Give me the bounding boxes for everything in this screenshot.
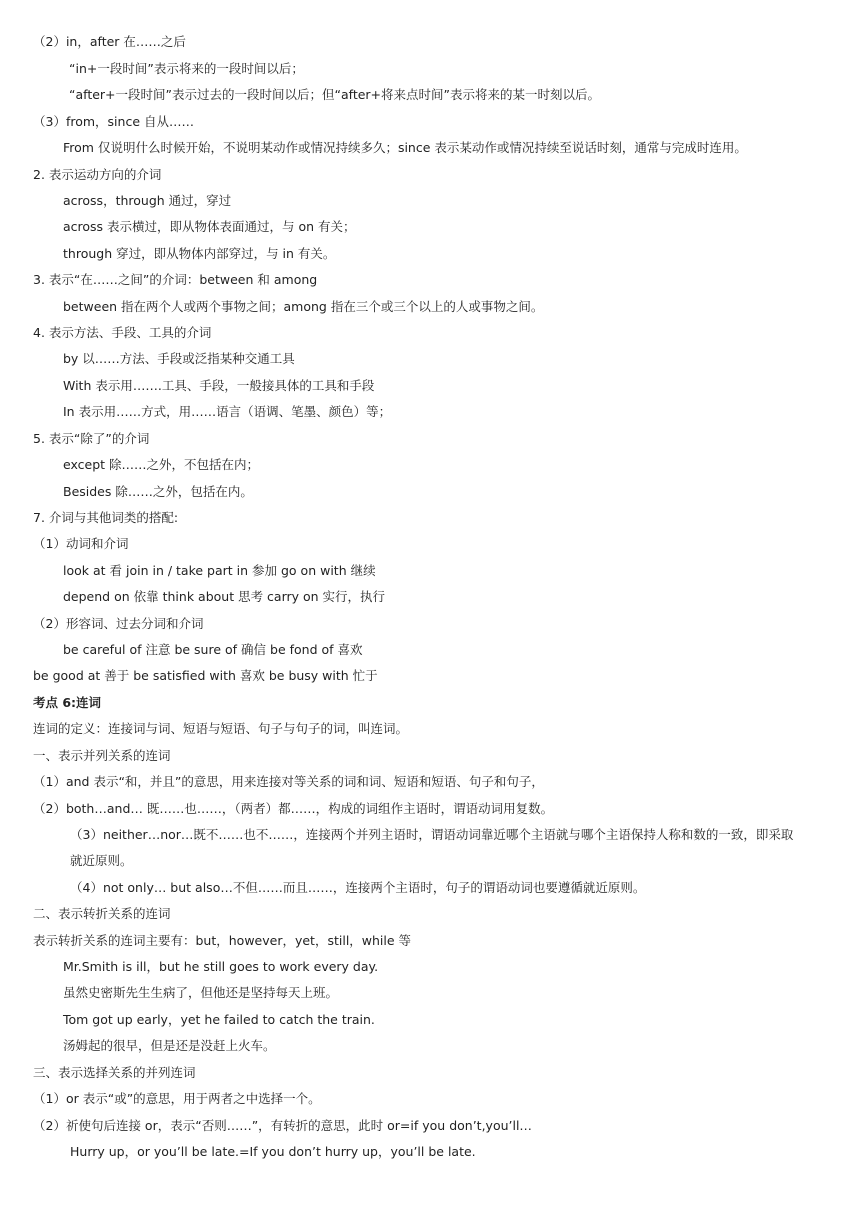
text-line: Mr.Smith is ill，but he still goes to work every day. xyxy=(63,959,379,974)
text-line: 三、表示选择关系的并列连词 xyxy=(33,1065,196,1080)
text-line: be careful of 注意 be sure of 确信 be fond of 喜欢 xyxy=(63,642,363,657)
text-line: between 指在两个人或两个事物之间；among 指在三个或三个以上的人或事物之间。 xyxy=(63,299,544,314)
text-line: be good at 善于 be satisfied with 喜欢 be busy with 忙于 xyxy=(33,668,378,683)
text-line: across 表示横过，即从物体表面通过，与 on 有关； xyxy=(63,219,356,234)
text-line: “after+一段时间”表示过去的一段时间以后；但“after+将来点时间”表示将来的某一时刻以后。 xyxy=(69,87,600,102)
section-heading: 考点 6:连词 xyxy=(33,695,102,710)
text-line: From 仅说明什么时候开始，不说明某动作或情况持续多久；since 表示某动作或情况持续至说话时刻，通常与完成时连用。 xyxy=(63,140,747,155)
text-line: （3）from，since 自从…… xyxy=(33,114,194,129)
text-line: 就近原则。 xyxy=(70,853,133,868)
text-line: Hurry up，or you’ll be late.=If you don’t hurry up，you’ll be late. xyxy=(70,1144,476,1159)
text-line: （4）not only… but also…不但……而且……，连接两个主语时，句子的谓语动词也要遵循就近原则。 xyxy=(70,880,646,895)
text-line: by 以……方法、手段或泛指某种交通工具 xyxy=(63,351,295,366)
text-line: （3）neither…nor…既不……也不……，连接两个并列主语时，谓语动词靠近哪个主语就与哪个主语保持人称和数的一致，即采取 xyxy=(70,827,794,842)
text-line: （2）both…and… 既……也……，（两者）都……，构成的词组作主语时，谓语动词用复数。 xyxy=(33,801,554,816)
text-line: depend on 依靠 think about 思考 carry on 实行，执行 xyxy=(63,589,386,604)
text-line: across，through 通过，穿过 xyxy=(63,193,232,208)
text-line: 一、表示并列关系的连词 xyxy=(33,748,171,763)
text-line: （1）and 表示“和，并且”的意思，用来连接对等关系的词和词、短语和短语、句子和句子， xyxy=(33,774,544,789)
text-line: 4. 表示方法、手段、工具的介词 xyxy=(33,325,212,340)
text-line: except 除……之外，不包括在内； xyxy=(63,457,260,472)
text-line: through 穿过，即从物体内部穿过，与 in 有关。 xyxy=(63,246,336,261)
text-line: “in+一段时间”表示将来的一段时间以后； xyxy=(69,61,304,76)
text-line: Besides 除……之外，包括在内。 xyxy=(63,484,253,499)
text-line: （2）形容词、过去分词和介词 xyxy=(33,616,204,631)
text-line: 连词的定义：连接词与词、短语与短语、句子与句子的词，叫连词。 xyxy=(33,721,409,736)
text-line: 3. 表示“在……之间”的介词：between 和 among xyxy=(33,272,318,287)
text-line: With 表示用…….工具、手段，一般接具体的工具和手段 xyxy=(63,378,375,393)
text-line: 二、表示转折关系的连词 xyxy=(33,906,171,921)
text-line: In 表示用……方式，用……语言（语调、笔墨、颜色）等； xyxy=(63,404,392,419)
text-line: （2）in，after 在……之后 xyxy=(33,34,186,49)
text-line: 虽然史密斯先生生病了，但他还是坚持每天上班。 xyxy=(63,985,339,1000)
text-line: 7. 介词与其他词类的搭配: xyxy=(33,510,179,525)
text-line: （1）动词和介词 xyxy=(33,536,129,551)
text-line: 2. 表示运动方向的介词 xyxy=(33,167,162,182)
text-line: Tom got up early，yet he failed to catch the train. xyxy=(63,1012,375,1027)
text-line: look at 看 join in / take part in 参加 go on with 继续 xyxy=(63,563,376,578)
text-line: （2）祈使句后连接 or，表示“否则……”，有转折的意思，此时 or=if you don’t,you’ll… xyxy=(33,1118,532,1133)
text-line: 表示转折关系的连词主要有：but，however，yet，still，while 等 xyxy=(33,933,412,948)
text-line: （1）or 表示“或”的意思，用于两者之中选择一个。 xyxy=(33,1091,321,1106)
text-line: 汤姆起的很早，但是还是没赶上火车。 xyxy=(63,1038,276,1053)
text-line: 5. 表示“除了”的介词 xyxy=(33,431,150,446)
